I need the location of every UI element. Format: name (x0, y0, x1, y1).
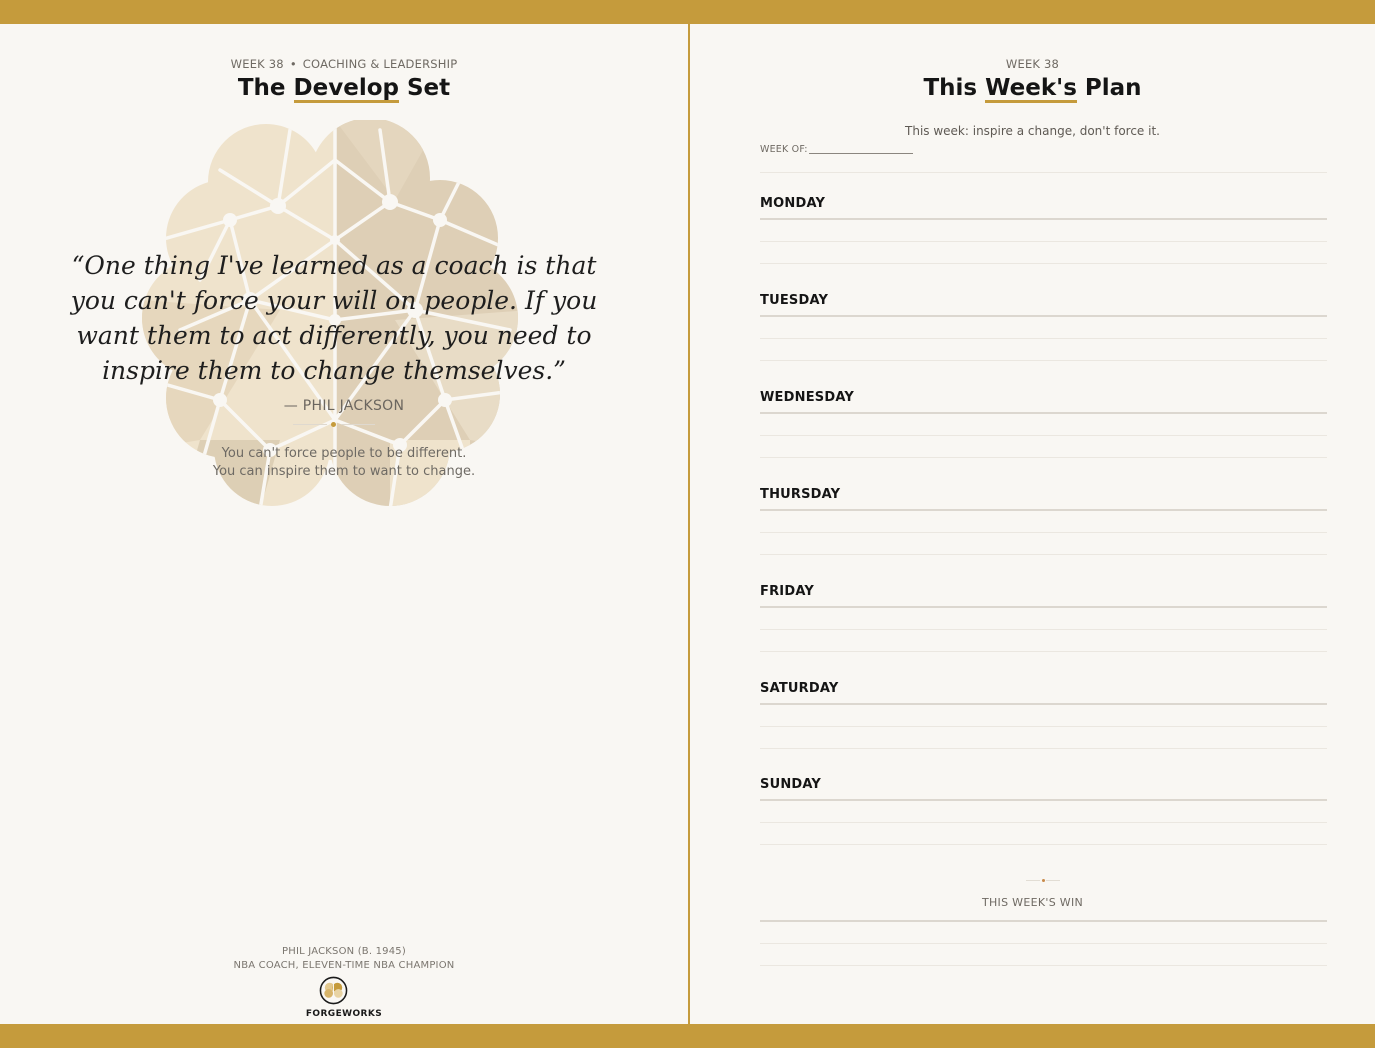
title-prefix: This (923, 75, 978, 101)
kicker-separator: • (289, 57, 297, 71)
writing-line[interactable] (760, 943, 1327, 944)
quote-line: inspire them to change themselves.” (102, 356, 566, 385)
day-rule (760, 412, 1327, 414)
brand-name: FORGEWORKS (305, 1009, 383, 1019)
subtext-line: You can't force people to be different. (221, 446, 467, 461)
week-of-label: WEEK OF: (760, 144, 808, 155)
writing-line[interactable] (760, 241, 1327, 242)
writing-line[interactable] (760, 435, 1327, 436)
day-monday: MONDAY (760, 196, 826, 211)
quote-line: “One thing I've learned as a coach is that (71, 251, 597, 280)
left-kicker (0, 57, 688, 71)
writing-line[interactable] (760, 629, 1327, 630)
writing-line[interactable] (760, 965, 1327, 966)
left-page (0, 24, 688, 1024)
title-suffix: Plan (1084, 75, 1142, 101)
plan-title (690, 75, 1375, 103)
this-weeks-win-label: THIS WEEK'S WIN (981, 896, 1084, 909)
top-band (0, 0, 1375, 24)
day-friday: FRIDAY (760, 584, 814, 599)
brain-logo-icon (319, 976, 348, 1005)
writing-line[interactable] (760, 360, 1327, 361)
title-suffix: Set (406, 75, 451, 101)
writing-line[interactable] (760, 844, 1327, 845)
writing-line[interactable] (760, 554, 1327, 555)
writing-line[interactable] (760, 748, 1327, 749)
quote-attribution: — PHIL JACKSON (283, 398, 405, 414)
writing-line[interactable] (760, 726, 1327, 727)
day-tuesday: TUESDAY (760, 293, 829, 308)
quote (60, 248, 608, 388)
day-rule (760, 315, 1327, 317)
bottom-band (0, 1024, 1375, 1048)
writing-line[interactable] (760, 338, 1327, 339)
day-rule (760, 703, 1327, 705)
title-highlight: Week's (985, 76, 1077, 103)
day-rule (760, 509, 1327, 511)
rule (760, 172, 1327, 173)
quote-line: want them to act differently, you need to (76, 321, 592, 350)
day-rule (760, 799, 1327, 801)
win-ornament (1026, 880, 1060, 882)
footer-name: PHIL JACKSON (B. 1945) (282, 946, 406, 957)
writing-line[interactable] (760, 457, 1327, 458)
day-sunday: SUNDAY (760, 777, 822, 792)
page-title (0, 75, 688, 103)
quote-line: you can't force your will on people. If you (70, 286, 598, 315)
writing-line[interactable] (760, 532, 1327, 533)
day-thursday: THURSDAY (760, 487, 841, 502)
subtext-line: You can inspire them to want to change. (212, 464, 476, 479)
right-page (690, 24, 1375, 1024)
day-rule (760, 218, 1327, 220)
writing-line[interactable] (760, 651, 1327, 652)
week-of-field[interactable] (809, 153, 913, 154)
right-kicker: WEEK 38 (1005, 57, 1060, 71)
ornament-divider (293, 424, 375, 426)
title-highlight: Develop (294, 76, 399, 103)
writing-line[interactable] (760, 263, 1327, 264)
footer-role: NBA COACH, ELEVEN-TIME NBA CHAMPION (233, 960, 455, 971)
title-prefix: The (237, 75, 286, 101)
kicker-topic: COACHING & LEADERSHIP (302, 57, 458, 71)
win-rule (760, 920, 1327, 922)
day-rule (760, 606, 1327, 608)
day-saturday: SATURDAY (760, 681, 839, 696)
kicker-week: WEEK 38 (230, 57, 284, 71)
day-wednesday: WEDNESDAY (760, 390, 854, 405)
plan-intro: This week: inspire a change, don't force it. (905, 124, 1160, 138)
writing-line[interactable] (760, 822, 1327, 823)
